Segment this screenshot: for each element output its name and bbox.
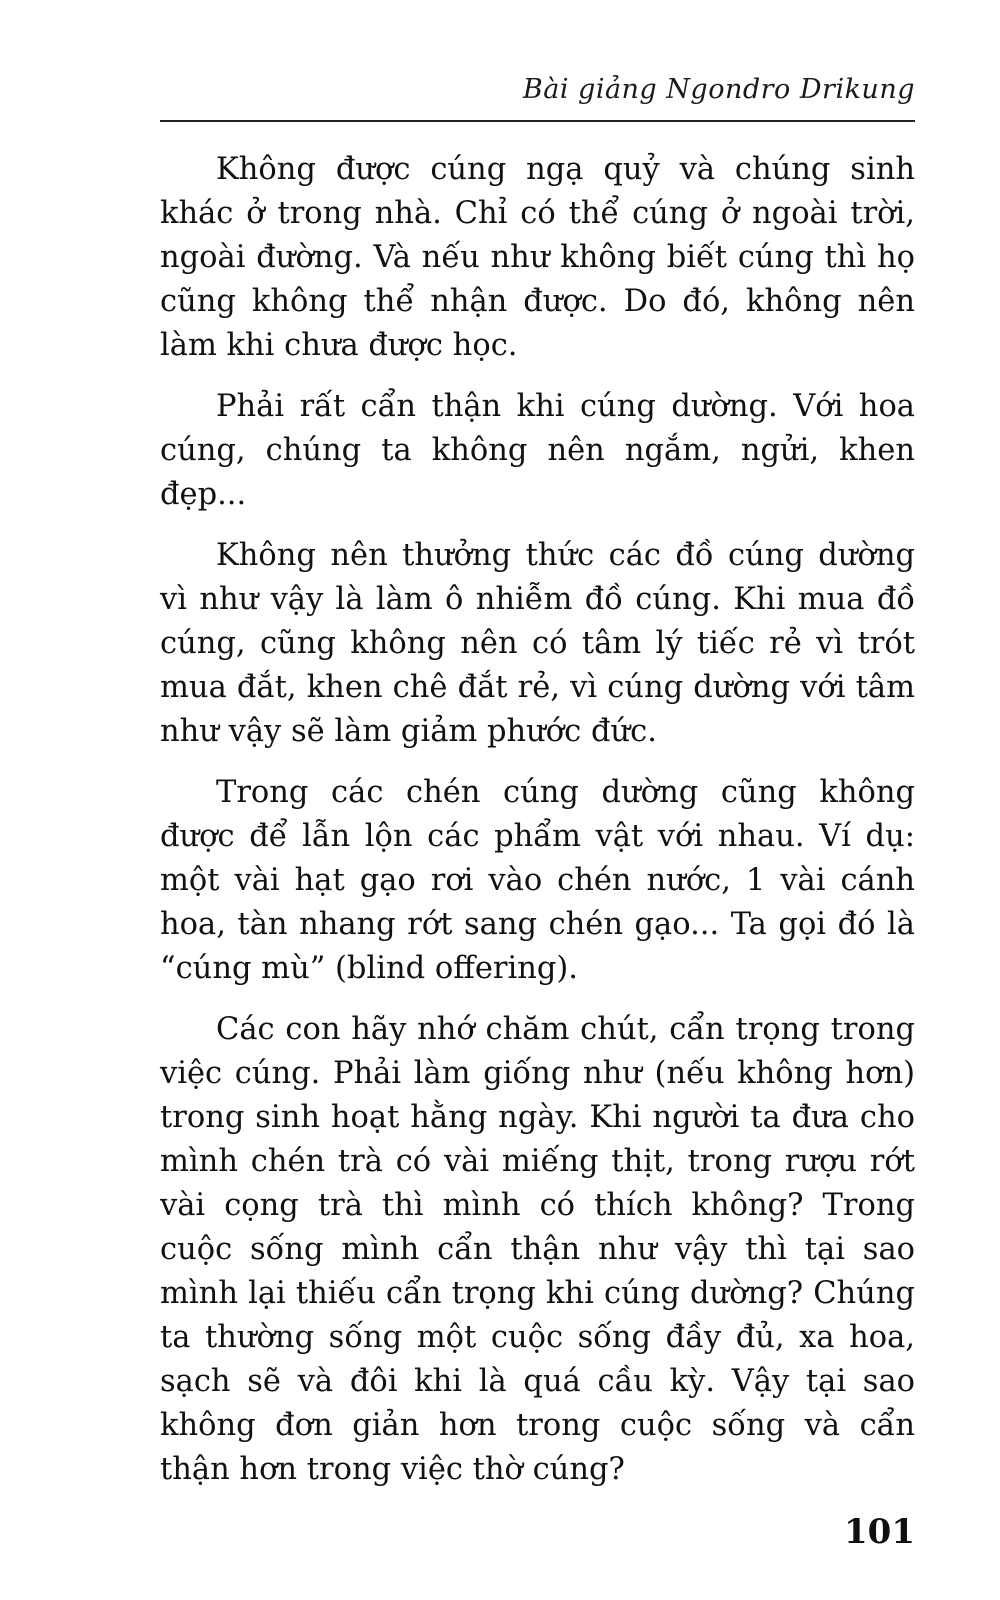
header-divider <box>160 120 915 122</box>
body-text <box>160 148 915 1509</box>
paragraph: Không được cúng ngạ quỷ và chúng sinh khác ở trong nhà. Chỉ có thể cúng ở ngoài trời, ngoài đường. Và nếu như không biết cúng thì họ cũng không thể nhận được. Do đó, không nên làm khi chưa được học. <box>160 152 915 363</box>
paragraph: Không nên thưởng thức các đồ cúng dường vì như vậy là làm ô nhiễm đồ cúng. Khi mua đồ cúng, cũng không nên có tâm lý tiếc rẻ vì trót mua đắt, khen chê đắt rẻ, vì cúng dường với tâm như vậy sẽ làm giảm phước đức. <box>160 538 915 749</box>
page-number: 101 <box>844 1512 915 1552</box>
paragraph: Phải rất cẩn thận khi cúng dường. Với hoa cúng, chúng ta không nên ngắm, ngửi, khen đẹp... <box>160 389 915 512</box>
paragraph: Các con hãy nhớ chăm chút, cẩn trọng trong việc cúng. Phải làm giống như (nếu không hơn) trong sinh hoạt hằng ngày. Khi người ta đưa cho mình chén trà có vài miếng thịt, trong rượu rớt vài cọng trà thì mình có thích không? Trong cuộc sống mình cẩn thận như vậy thì tại sao mình lại thiếu cẩn trọng khi cúng dường? Chúng ta thường sống một cuộc sống đầy đủ, xa hoa, sạch sẽ và đôi khi là quá cầu kỳ. Vậy tại sao không đơn giản hơn trong cuộc sống và cẩn thận hơn trong việc thờ cúng? <box>160 1012 915 1487</box>
paragraph: Trong các chén cúng dường cũng không được để lẫn lộn các phẩm vật với nhau. Ví dụ: một vài hạt gạo rơi vào chén nước, 1 vài cánh hoa, tàn nhang rớt sang chén gạo... Ta gọi đó là “cúng mù” (blind offering). <box>160 775 915 986</box>
running-header-title: Bài giảng Ngondro Drikung <box>522 74 915 105</box>
